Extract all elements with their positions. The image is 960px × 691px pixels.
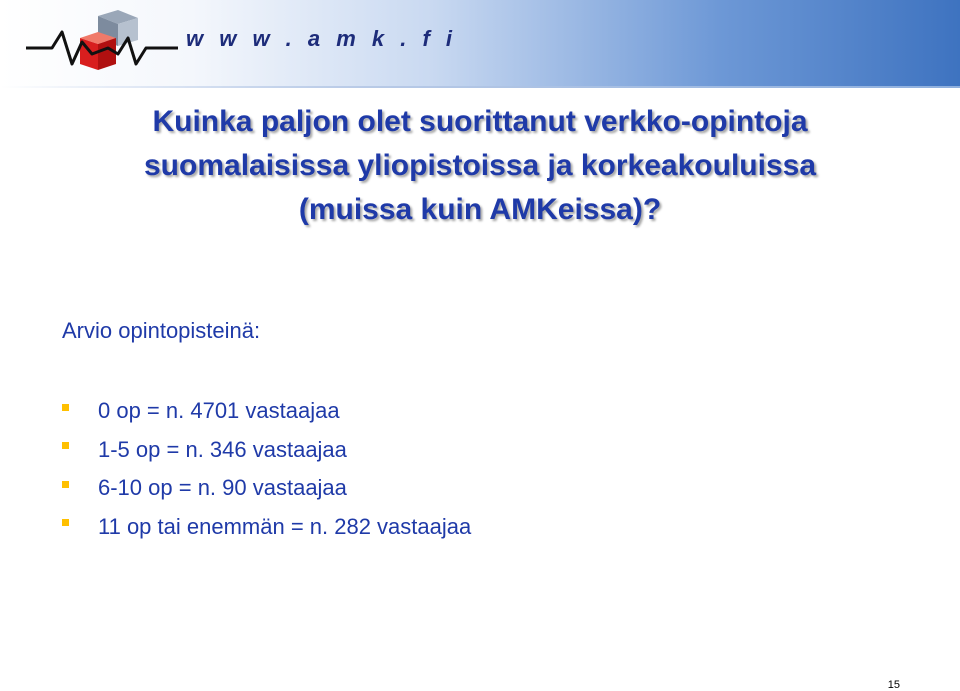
amk-logo xyxy=(22,8,182,78)
bullet-text: 1-5 op = n. 346 vastaajaa xyxy=(98,436,347,462)
bullet-text: 0 op = n. 4701 vastaajaa xyxy=(98,398,340,424)
bullet-item xyxy=(62,469,471,508)
bullet-item xyxy=(62,508,471,547)
bullet-text: 11 op tai enemmän = n. 282 vastaajaa xyxy=(98,513,472,539)
bullet-text: 6-10 op = n. 90 vastaajaa xyxy=(98,475,347,501)
page-number: 15 xyxy=(887,679,900,691)
subheading: Arvio opintopisteinä: xyxy=(62,318,261,343)
title-line: Kuinka paljon olet suorittanut verkko-opintoja xyxy=(152,105,808,138)
bullet-item xyxy=(62,392,471,431)
site-url: w w w . a m k . f i xyxy=(186,26,458,51)
title-line: suomalaisissa yliopistoissa ja korkeakouluissa xyxy=(144,149,816,182)
slide-title xyxy=(0,100,960,232)
square-bullet-icon xyxy=(62,442,69,449)
bullet-list xyxy=(62,392,471,546)
bullet-item xyxy=(62,431,471,470)
square-bullet-icon xyxy=(62,404,69,411)
header-band xyxy=(0,0,960,88)
square-bullet-icon xyxy=(62,481,69,488)
title-line: (muissa kuin AMKeissa)? xyxy=(298,193,662,226)
square-bullet-icon xyxy=(62,519,69,526)
